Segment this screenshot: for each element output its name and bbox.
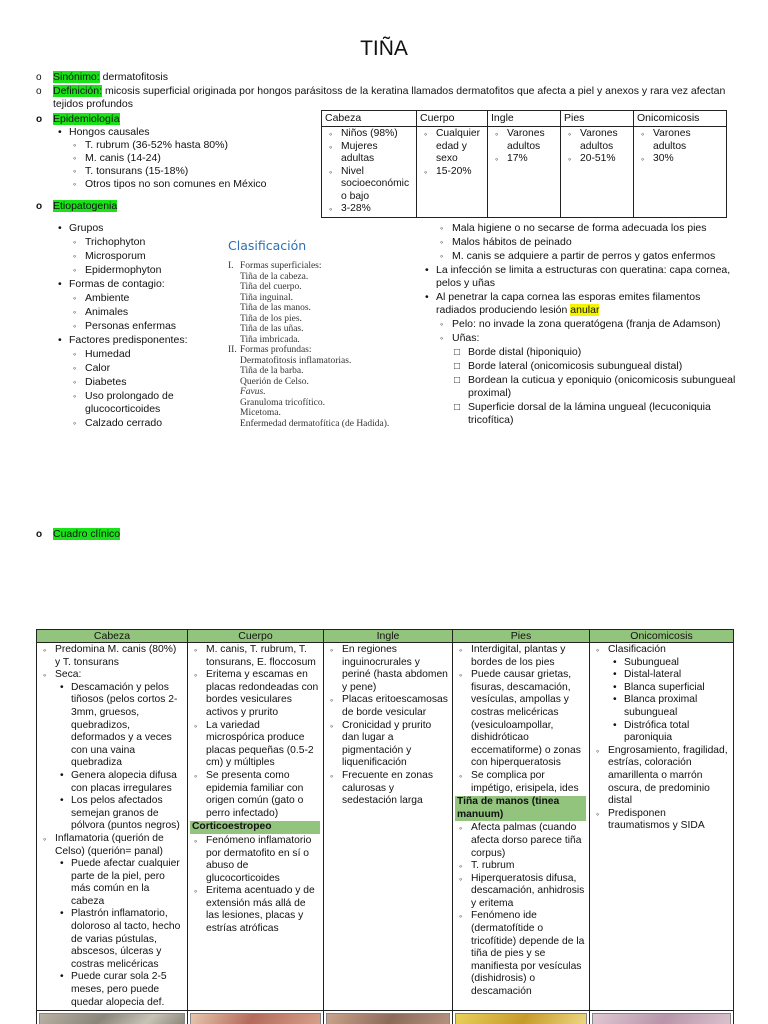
penetrar-text [420,291,738,317]
factores-label: • Factores predisponentes: [53,334,213,347]
clas-item: Tiña de la cabeza. [240,271,309,282]
bullet-o: o [36,529,43,540]
list-item: ◦ Eritema acentuado y de extensión más allá de las lesiones, placas y estrías atróficas [190,885,320,935]
list-item: ◦ Predomina M. canis (80%) y T. tonsurans [39,644,184,669]
epidemiologia-label: Epidemiología [53,113,120,125]
scalp-photo [39,1013,185,1024]
bullet-o: o [36,114,43,125]
table-cell [634,127,727,218]
table-cell [417,127,488,218]
list-item: ◦ Animales [69,306,213,319]
list-item: • Subungueal [608,657,730,670]
list-item: ◦ M. canis se adquiere a partir de perros y gatos enfermos [436,250,738,263]
bullet-o: o [36,72,42,83]
onicomicosis-cell [590,643,734,1011]
list-item: • Descamación y pelos tiñosos (pelos cortos 2-3mm, gruesos, quebradizos, deformados y a veces con una vaina quebradiza [55,682,184,770]
etiopatogenia-heading [36,200,117,213]
etiopatogenia-lists [53,222,213,430]
list-item: ◦ Se presenta como epidemia familiar con origen común (gato o perro infectado) [190,770,320,820]
penetrar-text-a: Al penetrar la capa cornea las esporas emites filamentos radiados produciendo lesión [436,291,701,316]
tina-manos-subhead: Tiña de manos (tinea manuum) [455,796,586,821]
photo-cell [37,1011,188,1024]
infeccion-text: • La infección se limita a estructuras con queratina: capa cornea, pelos y uñas [420,264,738,290]
table-cell [322,127,417,218]
photo-cell [453,1011,590,1024]
list-item: ◦ 3-28% [325,203,413,216]
pies-cell [453,643,590,1011]
table-header: Onicomicosis [634,111,727,127]
clas-item: Tiña de la barba. [240,366,304,376]
sinonimo-text: dermatofitosis [99,71,168,83]
corticoestropeo-subhead: Corticoestropeo [190,821,320,834]
clas-item: Tiña del cuerpo. [240,282,302,292]
clas-item: Enfermedad dermatofítica (de Hadida). [240,418,390,429]
table-header: Cuerpo [188,630,324,643]
list-item: ◦ 17% [491,153,557,166]
cuerpo-cell [188,643,324,1011]
list-item: ◦ Mujeres adultas [325,141,413,166]
table-cell [561,127,634,218]
clas-group-title: Formas superficiales: [240,261,322,271]
photo-cell [324,1011,453,1024]
table-header: Pies [561,111,634,127]
list-item: ◦ T. rubrum [455,860,586,873]
list-item: • Puede afectar cualquier parte de la piel, pero más común en la cabeza [55,858,184,908]
clas-item: Tiña imbricada. [240,334,300,345]
list-item: ◦ M. canis (14-24) [69,152,316,165]
pelo-item: ◦ Pelo: no invade la zona queratógena (franja de Adamson) [436,318,738,331]
list-item: □ Borde distal (hiponiquio) [452,346,738,359]
list-item: ◦ 15-20% [420,166,484,179]
list-item: ◦ Interdigital, plantas y bordes de los pies [455,644,586,669]
list-item: ◦ Clasificación [592,644,730,657]
cuadro-clinico-table [36,629,734,1024]
table-header: Cuerpo [417,111,488,127]
cuadro-clinico-heading [36,528,120,541]
photo-cell [590,1011,734,1024]
list-item: ◦ Inflamatoria (querión de Celso) (querión= panal) [39,833,184,858]
list-item: ◦ Cualquier edad y sexo [420,128,484,166]
list-item: ◦ La variedad microspórica produce placas pequeñas (0.5-2 cm) y múltiples [190,720,320,770]
clas-item: Granuloma tricofítico. [240,397,325,408]
bullet-o: o [36,201,43,212]
bullet-o: o [36,86,42,97]
list-item: ◦ M. canis, T. rubrum, T. tonsurans, E. floccosum [190,644,320,669]
list-item: ◦ Otros tipos no son comunes en México [69,178,316,191]
list-item: ◦ Seca: [39,669,184,682]
list-item: • Puede curar sola 2-5 meses, pero puede quedar alopecia def. [55,971,184,1009]
list-item: ◦ Uso prolongado de glucocorticoides [69,390,213,416]
roman-numeral: I. [228,261,234,271]
table-header: Ingle [488,111,561,127]
list-item: • Distrófica total paroniquia [608,720,730,745]
clas-item: Tiña de las manos. [240,303,311,313]
definicion-label: Definición: [53,85,103,97]
sinonimo-line [36,71,736,84]
definicion-line [36,85,736,111]
list-item: • Plastrón inflamatorio, doloroso al tacto, hecho de varias pústulas, abscesos, úlceras y costras melicéricas [55,908,184,971]
clasificacion-title: Clasificación [228,238,307,253]
list-item: ◦ T. tonsurans (15-18%) [69,165,316,178]
clas-item: Querión de Celso. [240,376,309,387]
clas-item: Favus. [240,387,266,397]
list-item: ◦ Afecta palmas (cuando afecta dorso parece tiña corpus) [455,822,586,860]
list-item: ◦ Varones adultos [564,128,630,153]
cabeza-cell [37,643,188,1011]
list-item: • Blanca proximal subungueal [608,694,730,719]
clas-item: Tiña de los pies. [240,313,302,324]
list-item: ◦ Microsporum [69,250,213,263]
list-item: ◦ Predisponen traumatismos y SIDA [592,808,730,833]
list-item: □ Borde lateral (onicomicosis subungueal distal) [452,360,738,373]
definicion-text: micosis superficial originada por hongos parásitoss de la keratina llamados dermatofitos que afecta a piel y anexos y rara vez afectan tejidos profundos [53,85,726,110]
unas-item: ◦ Uñas: [436,332,738,345]
clas-item: Tiña de las uñas. [240,324,304,334]
list-item: ◦ Epidermophyton [69,264,213,277]
formas-label: • Formas de contagio: [53,278,213,291]
list-item: ◦ Eritema y escamas en placas redondeadas con bordes vesiculares activos y prurito [190,669,320,719]
list-item: ◦ En regiones inguinocrurales y periné (hasta abdomen y pene) [326,644,449,694]
table-header: Cabeza [37,630,188,643]
list-item: ◦ Diabetes [69,376,213,389]
table-header: Pies [453,630,590,643]
list-item: ◦ Nivel socioeconómic o bajo [325,166,413,204]
list-item: ◦ Hiperqueratosis difusa, descamación, anhidrosis y eritema [455,873,586,911]
list-item: • Los pelos afectados semejan granos de pólvora (puntos negros) [55,795,184,833]
list-item: ◦ Frecuente en zonas calurosas y sedestación larga [326,770,449,808]
list-item: • Distal-lateral [608,669,730,682]
list-item: ◦ Varones adultos [637,128,723,153]
list-item: ◦ Calzado cerrado [69,417,213,430]
list-item: • Blanca superficial [608,682,730,695]
sinonimo-label: Sinónimo: [53,71,100,83]
list-item: ◦ Personas enfermas [69,320,213,333]
list-item: ◦ Niños (98%) [325,128,413,141]
ingle-cell [324,643,453,1011]
etiopatogenia-right [420,222,738,427]
page-title: TIÑA [360,37,408,60]
list-item: □ Superficie dorsal de la lámina ungueal (lecuconiquia tricofítica) [452,401,738,427]
etiopatogenia-label: Etiopatogenia [53,200,118,212]
list-item: □ Bordean la cuticua y eponiquio (onicomicosis subungueal proximal) [452,374,738,400]
list-item: ◦ 20-51% [564,153,630,166]
list-item: ◦ Se complica por impétigo, erisipela, ides [455,770,586,795]
table-header: Cabeza [322,111,417,127]
list-item: • Genera alopecia difusa con placas irregulares [55,770,184,795]
hongos-causales: • Hongos causales [53,126,316,139]
list-item: ◦ 30% [637,153,723,166]
clasificacion-figure [228,238,408,429]
list-item: ◦ Humedad [69,348,213,361]
list-item: ◦ Fenómeno inflamatorio por dermatofito en sí o abuso de glucocorticoides [190,835,320,885]
table-header: Onicomicosis [590,630,734,643]
body-photo [190,1013,321,1024]
clas-item: Dermatofitosis inflamatorias. [240,355,352,366]
list-item: ◦ Calor [69,362,213,375]
table-header: Ingle [324,630,453,643]
list-item: ◦ Engrosamiento, fragilidad, estrías, coloración amarillenta o marrón oscura, de predominio distal [592,745,730,808]
list-item: ◦ Trichophyton [69,236,213,249]
list-item: ◦ Ambiente [69,292,213,305]
roman-numeral: II. [228,345,237,355]
list-item: ◦ Cronicidad y prurito dan lugar a pigmentación y liquenificación [326,720,449,770]
photo-cell [188,1011,324,1024]
list-item: ◦ Placas eritoescamosas de borde vesicular [326,694,449,719]
epidemiologia-table [321,110,727,218]
list-item: ◦ Fenómeno ide (dermatofítide o tricofítide) depende de la tiña de pies y se manifiesta por vesículas (dishidrosis) o descamación [455,910,586,998]
list-item: ◦ T. rubrum (36-52% hasta 80%) [69,139,316,152]
nail-photo [592,1013,731,1024]
feet-photo [455,1013,587,1024]
list-item: ◦ Malos hábitos de peinado [436,236,738,249]
cuadro-clinico-label: Cuadro clínico [53,528,121,540]
groin-photo [326,1013,450,1024]
list-item: ◦ Varones adultos [491,128,557,153]
clas-group-title: Formas profundas: [240,345,312,355]
clas-item: Micetoma. [240,408,281,418]
table-cell [488,127,561,218]
list-item: ◦ Mala higiene o no secarse de forma adecuada los pies [436,222,738,235]
grupos-label: • Grupos [53,222,213,235]
epidemiologia-section [36,113,316,191]
anular-highlight: anular [570,304,600,316]
list-item: ◦ Puede causar grietas, fisuras, descamación, vesículas, ampollas y costras melicéricas (vesiculoampollar, dishidróticao eccematiforme) o zonas con hiperqueratosis [455,669,586,770]
clas-item: Tiña inguinal. [240,292,293,303]
